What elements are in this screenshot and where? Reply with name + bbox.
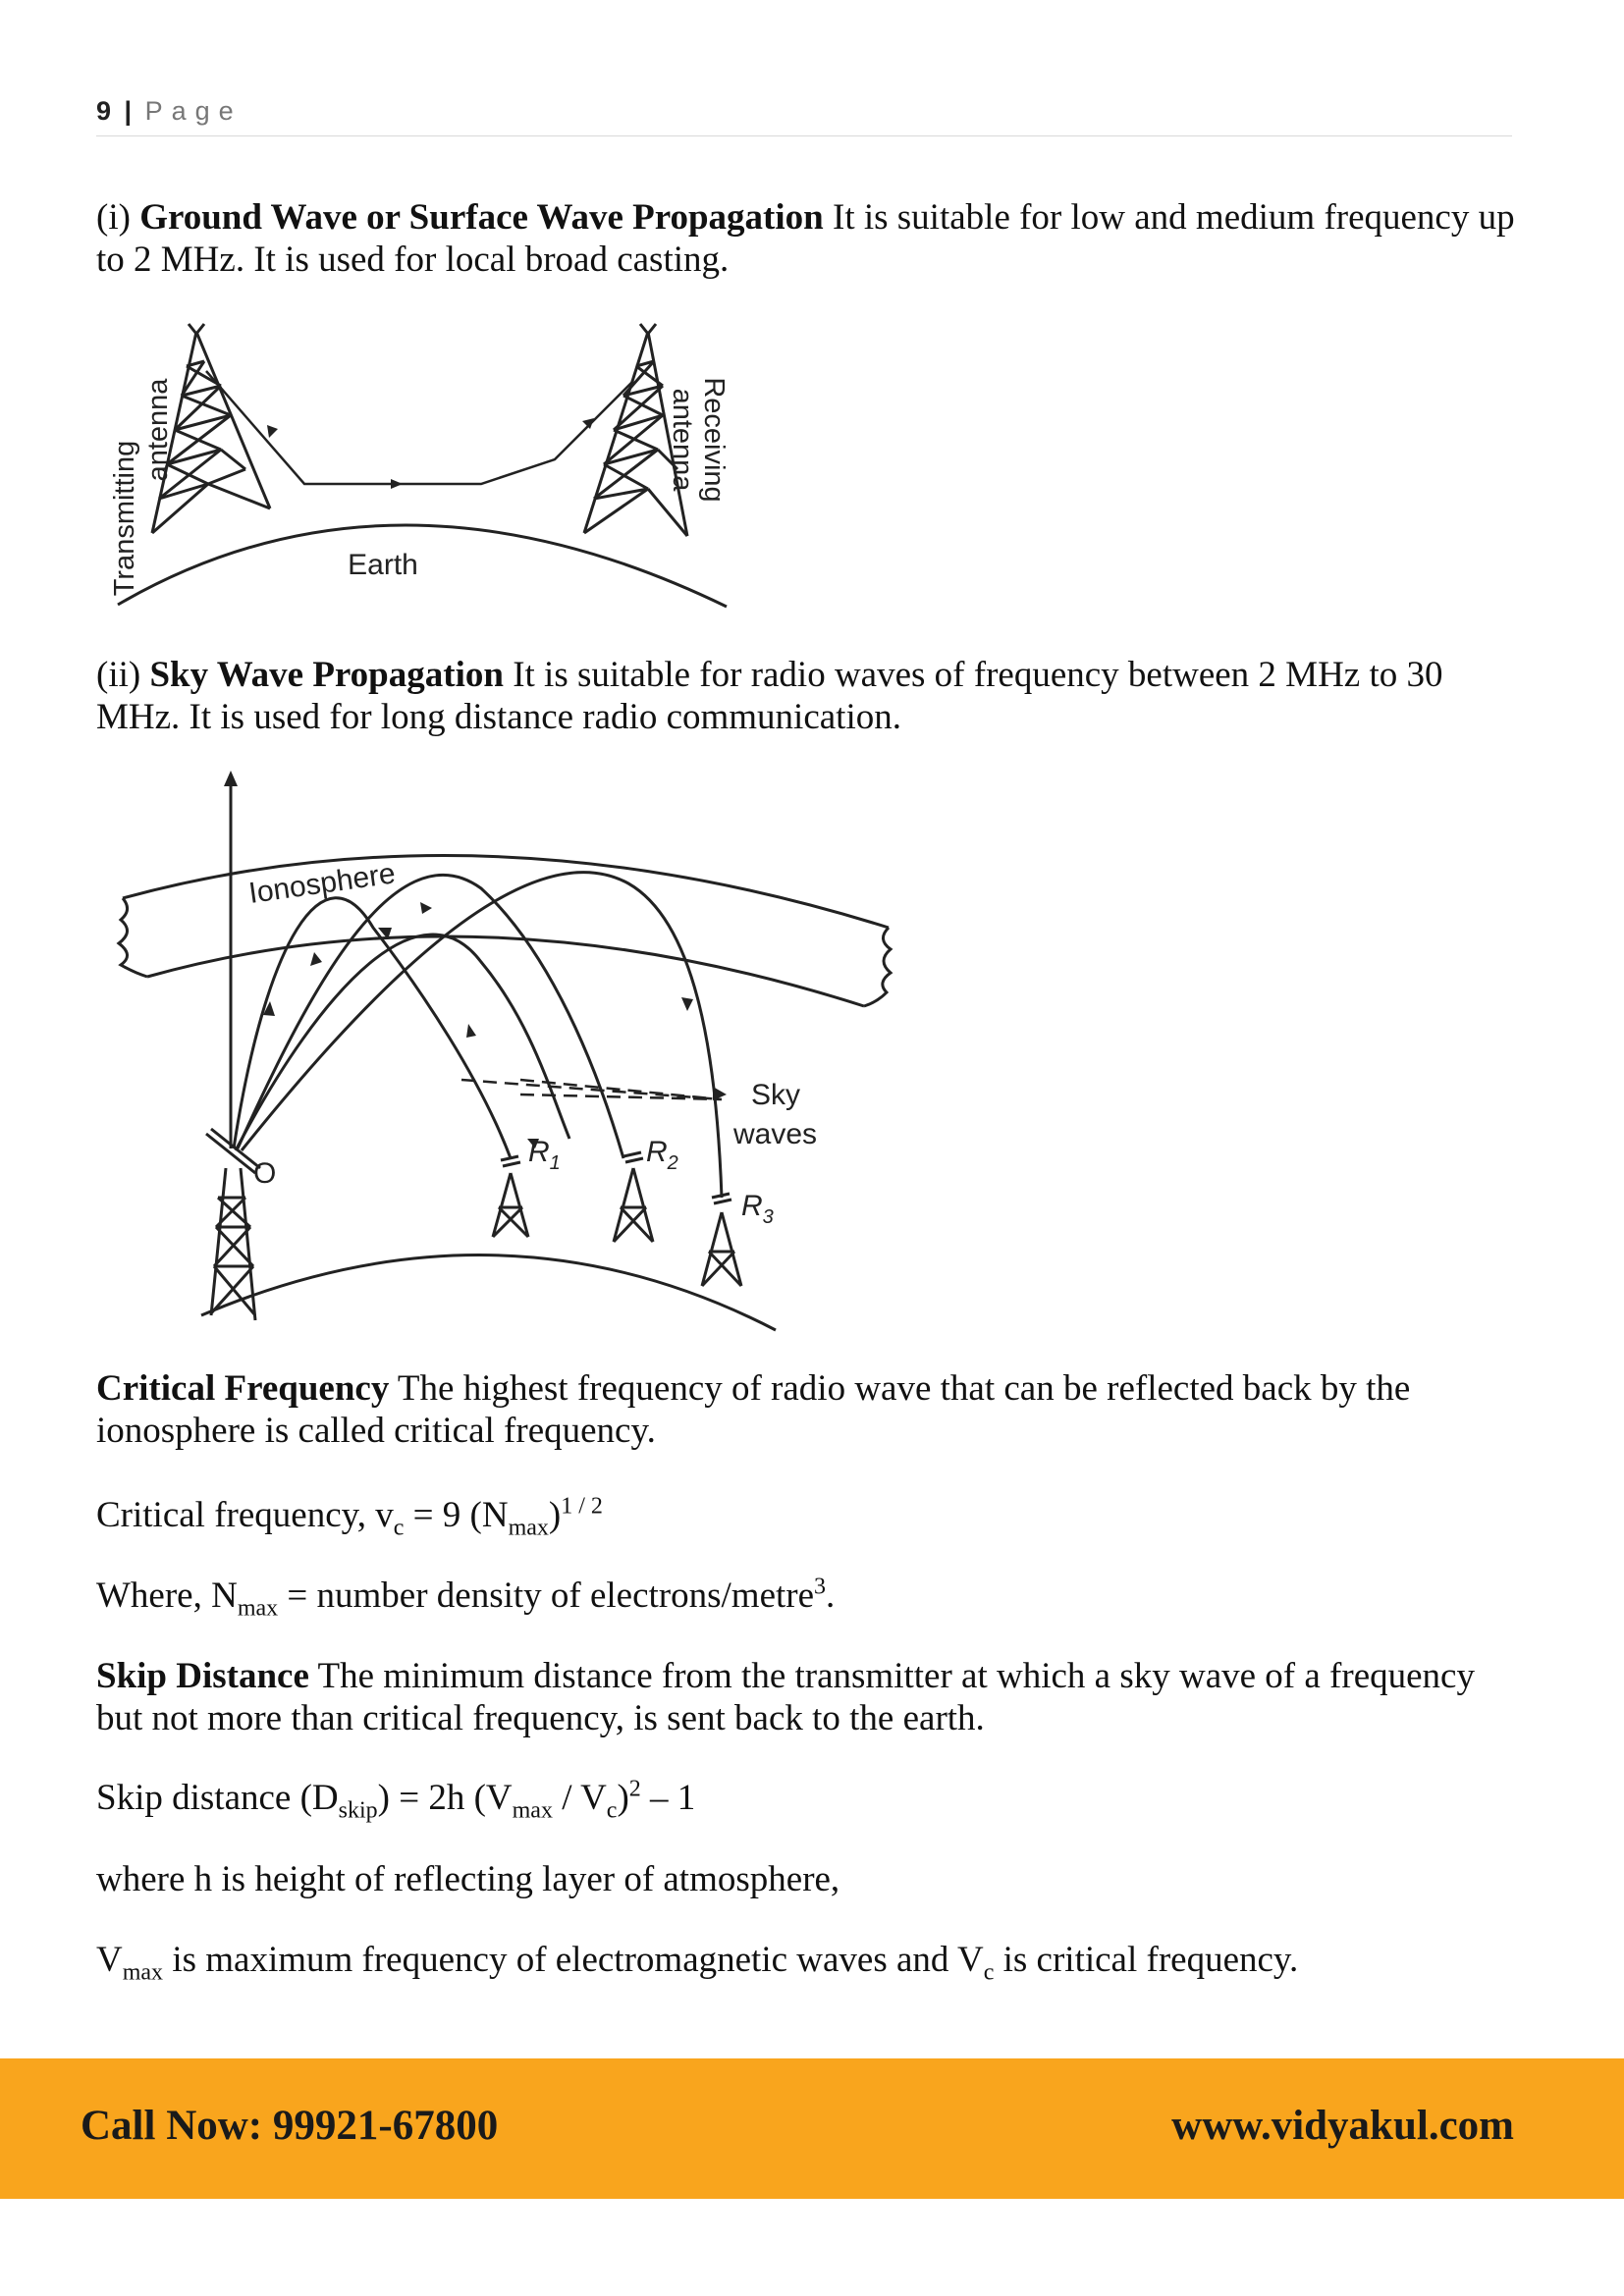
sky-wave-figure <box>108 766 903 1335</box>
critical-frequency-title: Critical Frequency <box>96 1368 390 1409</box>
page-word: Page <box>144 96 243 126</box>
receiving-label: Receiving <box>698 377 730 503</box>
earth-surface <box>201 1255 776 1330</box>
earth-label: Earth <box>348 549 418 581</box>
waves-label: waves <box>733 1118 818 1150</box>
receiver-antenna-1 <box>501 1156 520 1166</box>
receiver-2-label: $R_2$ <box>646 1136 678 1174</box>
sky-wave-prefix: (ii) <box>96 655 150 695</box>
ionosphere-label: Ionosphere <box>246 857 398 910</box>
call-now-text: Call Now: 99921-67800 <box>81 2103 499 2149</box>
critical-frequency-text: The highest frequency of radio wave that can be reflected back by the ionosphere is called critical frequency. <box>96 1368 1411 1451</box>
website-link[interactable]: www.vidyakul.com <box>1171 2103 1514 2149</box>
nmax-definition: Where, $N_{max}$ = number density of electrons/metre$^3$. <box>96 1574 836 1622</box>
transmitting-antenna-label: antenna <box>142 378 174 482</box>
critical-frequency-paragraph <box>96 1367 1530 1452</box>
ground-wave-title: Ground Wave or Surface Wave Propagation <box>139 197 824 238</box>
sky-ray-2 <box>238 875 623 1158</box>
receiver-tower-3 <box>702 1212 741 1286</box>
header-separator: | <box>124 96 133 126</box>
page-number: 9 <box>96 96 112 126</box>
receiving-antenna-label: antenna <box>667 388 698 492</box>
ray-arrow <box>681 997 693 1011</box>
ionosphere-upper <box>123 856 889 928</box>
ray-arrow <box>224 771 238 786</box>
ground-wave-prefix: (i) <box>96 197 140 238</box>
wave-arrow <box>391 479 403 489</box>
sky-wave-title: Sky Wave Propagation <box>149 655 504 695</box>
ray-arrow <box>466 1024 476 1038</box>
ground-wave-figure <box>98 312 766 616</box>
skip-distance-title: Skip Distance <box>96 1656 309 1696</box>
ground-wave-paragraph <box>96 196 1530 281</box>
receiver-tower-1 <box>493 1173 528 1237</box>
page-header <box>96 96 1512 136</box>
ray-arrow <box>310 952 322 966</box>
ionosphere-right-edge <box>864 928 891 1006</box>
earth-surface <box>118 525 727 607</box>
dashed-pointer <box>461 1080 722 1099</box>
footer-banner <box>0 2058 1624 2199</box>
height-definition: where h is height of reflecting layer of atmosphere, <box>96 1859 840 1899</box>
vmax-definition: $V_{max}$ is maximum frequency of electromagnetic waves and $V_c$ is critical frequency. <box>96 1940 1299 1986</box>
ionosphere-left-edge <box>119 898 147 977</box>
origin-label: O <box>253 1157 277 1190</box>
receiver-antenna-3 <box>712 1194 731 1203</box>
skip-distance-paragraph <box>96 1655 1530 1739</box>
ray-arrow <box>420 902 432 914</box>
sky-label: Sky <box>751 1079 801 1111</box>
sky-wave-text: It is suitable for radio waves of frequency between 2 MHz to 30 MHz. It is used for long distance radio communication. <box>96 655 1443 737</box>
wave-arrow <box>267 425 278 438</box>
transmitting-label: Transmitting <box>109 440 140 597</box>
receiver-3-label: $R_3$ <box>741 1190 774 1228</box>
receiver-1-label: $R_1$ <box>528 1136 561 1174</box>
receiver-tower-2 <box>614 1168 653 1242</box>
receiver-antenna-2 <box>623 1152 643 1162</box>
skip-distance-formula: Skip distance $(D_{skip}) = 2h$ $(V_{max} / V_c)^2 - 1$ <box>96 1776 696 1824</box>
ground-wave-text: It is suitable for low and medium frequency up to 2 MHz. It is used for local broad casting. <box>96 197 1515 280</box>
sky-wave-paragraph <box>96 654 1530 738</box>
critical-frequency-formula: Critical frequency, $v_c = 9$ $(N_{max})^{1 / 2}$ <box>96 1493 603 1541</box>
skip-distance-text: The minimum distance from the transmitter at which a sky wave of a frequency but not more than critical frequency, is sent back to the earth. <box>96 1656 1475 1738</box>
